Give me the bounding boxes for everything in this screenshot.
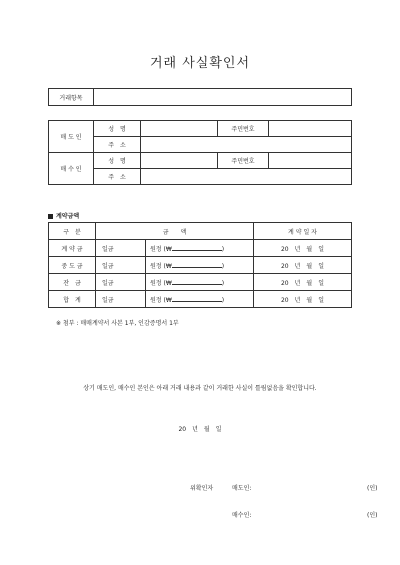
row-unit: 일금 [96, 274, 146, 291]
seller-resident-no-field[interactable] [269, 121, 352, 137]
parties-table [48, 120, 352, 185]
buyer-signature-line[interactable] [232, 510, 382, 519]
buyer-label: 매 수 인 [49, 153, 94, 185]
row-won[interactable] [146, 274, 254, 291]
confirmer-label: 위확인자 [190, 485, 214, 492]
won-label: 원정 (₩ [150, 296, 172, 304]
amount-blank[interactable] [172, 279, 225, 287]
buyer-name-label: 성 명 [94, 153, 141, 169]
amount-blank[interactable] [172, 296, 225, 304]
table-row [49, 274, 352, 291]
buyer-seal: (인) [367, 512, 378, 519]
won-close: ) [221, 296, 225, 304]
contract-amount-heading [48, 211, 79, 220]
table-row [49, 291, 352, 308]
row-date[interactable]: 20 년 월 일 [254, 274, 352, 291]
buyer-name-field[interactable] [141, 153, 218, 169]
won-close: ) [221, 262, 225, 270]
row-won[interactable] [146, 240, 254, 257]
confirmation-statement: 상기 매도인, 매수인 본인은 아래 거래 내용과 같이 거래한 사실이 틀림없음을 확인합니다. [83, 385, 317, 392]
won-close: ) [221, 279, 225, 287]
header-category: 구 분 [49, 223, 96, 240]
buyer-resident-no-label: 주민번호 [218, 153, 269, 169]
row-unit: 일금 [96, 257, 146, 274]
seller-signature-label: 매도인: [232, 485, 252, 492]
row-type: 합 계 [49, 291, 96, 308]
row-type: 잔 금 [49, 274, 96, 291]
seller-name-field[interactable] [141, 121, 218, 137]
amount-blank[interactable] [172, 245, 225, 253]
seller-label: 매 도 인 [49, 121, 94, 153]
issue-date[interactable]: 20 년 월 일 [178, 426, 222, 433]
row-date[interactable]: 20 년 월 일 [254, 240, 352, 257]
row-type: 계 약 금 [49, 240, 96, 257]
header-amount: 금 액 [96, 223, 254, 240]
won-label: 원정 (₩ [150, 262, 172, 270]
buyer-resident-no-field[interactable] [269, 153, 352, 169]
row-won[interactable] [146, 291, 254, 308]
buyer-address-field[interactable] [141, 169, 352, 185]
seller-signature-line[interactable] [232, 483, 382, 492]
row-date[interactable]: 20 년 월 일 [254, 257, 352, 274]
seller-seal: (인) [367, 485, 378, 492]
row-type: 중 도 금 [49, 257, 96, 274]
buyer-signature-label: 매수인: [232, 512, 252, 519]
seller-address-label: 주 소 [94, 137, 141, 153]
table-row [49, 240, 352, 257]
seller-resident-no-label: 주민번호 [218, 121, 269, 137]
table-row [49, 257, 352, 274]
transaction-item-table [48, 88, 352, 106]
won-label: 원정 (₩ [150, 279, 172, 287]
seller-address-field[interactable] [141, 137, 352, 153]
buyer-address-label: 주 소 [94, 169, 141, 185]
won-close: ) [221, 245, 225, 253]
row-unit: 일금 [96, 240, 146, 257]
seller-name-label: 성 명 [94, 121, 141, 137]
header-contract-date: 계 약 일 자 [254, 223, 352, 240]
amount-blank[interactable] [172, 262, 225, 270]
transaction-item-field[interactable] [94, 89, 352, 106]
transaction-item-label: 거래항목 [49, 89, 94, 106]
document-title: 거래 사실확인서 [149, 56, 251, 71]
row-date[interactable]: 20 년 월 일 [254, 291, 352, 308]
contract-amount-table [48, 222, 352, 308]
won-label: 원정 (₩ [150, 245, 172, 253]
square-bullet-icon [48, 214, 53, 219]
attachment-note: ※ 첨부 : 매매계약서 사본 1부, 인감증명서 1부 [56, 320, 179, 327]
row-won[interactable] [146, 257, 254, 274]
contract-amount-heading-text: 계약금액 [56, 213, 80, 220]
row-unit: 일금 [96, 291, 146, 308]
